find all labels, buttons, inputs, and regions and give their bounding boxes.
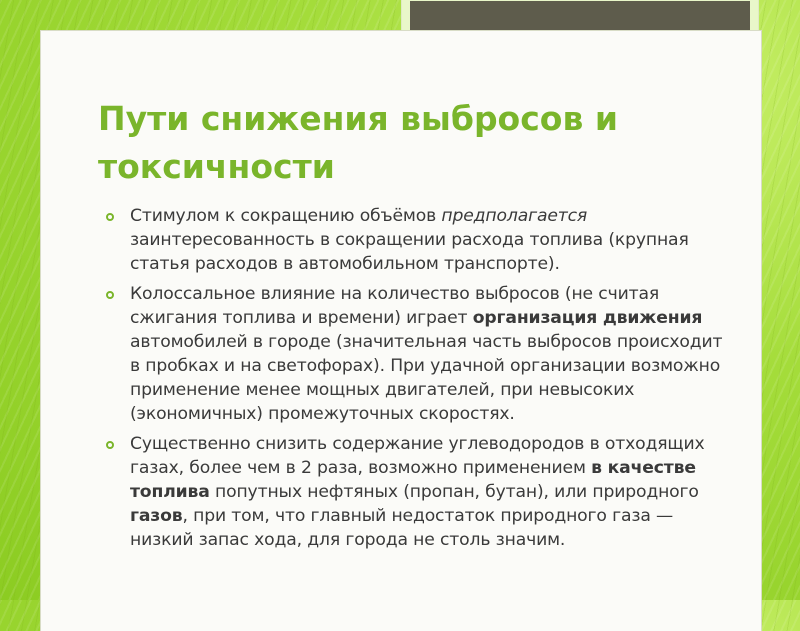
bullet-text-run: Стимулом к сокращению объёмов [130,206,442,226]
bullet-text-run: Существенно снизить содержание углеводородов в отходящих газах, более чем в 2 раза, возможно применением [130,434,705,478]
bullet-item [106,282,734,426]
bullet-text-run: заинтересованность в сокращении расхода топлива (крупная статья расходов в автомобильном транспорте). [130,230,689,274]
bullet-text-run: попутных нефтяных (пропан, бутан), или природного [209,482,699,502]
bullet-list [106,204,734,558]
bullet-text-run: , при том, что главный недостаток природного газа — низкий запас хода, для города не столь значим. [130,506,674,550]
bullet-item [106,432,734,552]
slide-title: Пути снижения выбросов и токсичности [98,99,618,186]
bullet-ring-icon [106,213,114,221]
bullet-ring-icon [106,291,114,299]
bullet-text-run: автомобилей в городе (значительная часть выбросов происходит в пробках и на светофорах). При удачной организации возможно применение менее мощных двигателей, при невысоких (экономичных) промежуточных скоростях. [130,332,723,424]
bullet-ring-icon [106,441,114,449]
bullet-text-run: предполагается [441,206,588,226]
bullet-text-run: в качестве топлива [130,458,696,502]
bullet-text-run: газов [130,506,183,526]
bullet-text-run: организация движения [472,308,703,328]
bullet-item [106,204,734,276]
bullet-text-run: Колоссальное влияние на количество выбросов (не считая сжигания топлива и времени) играет [130,284,660,328]
